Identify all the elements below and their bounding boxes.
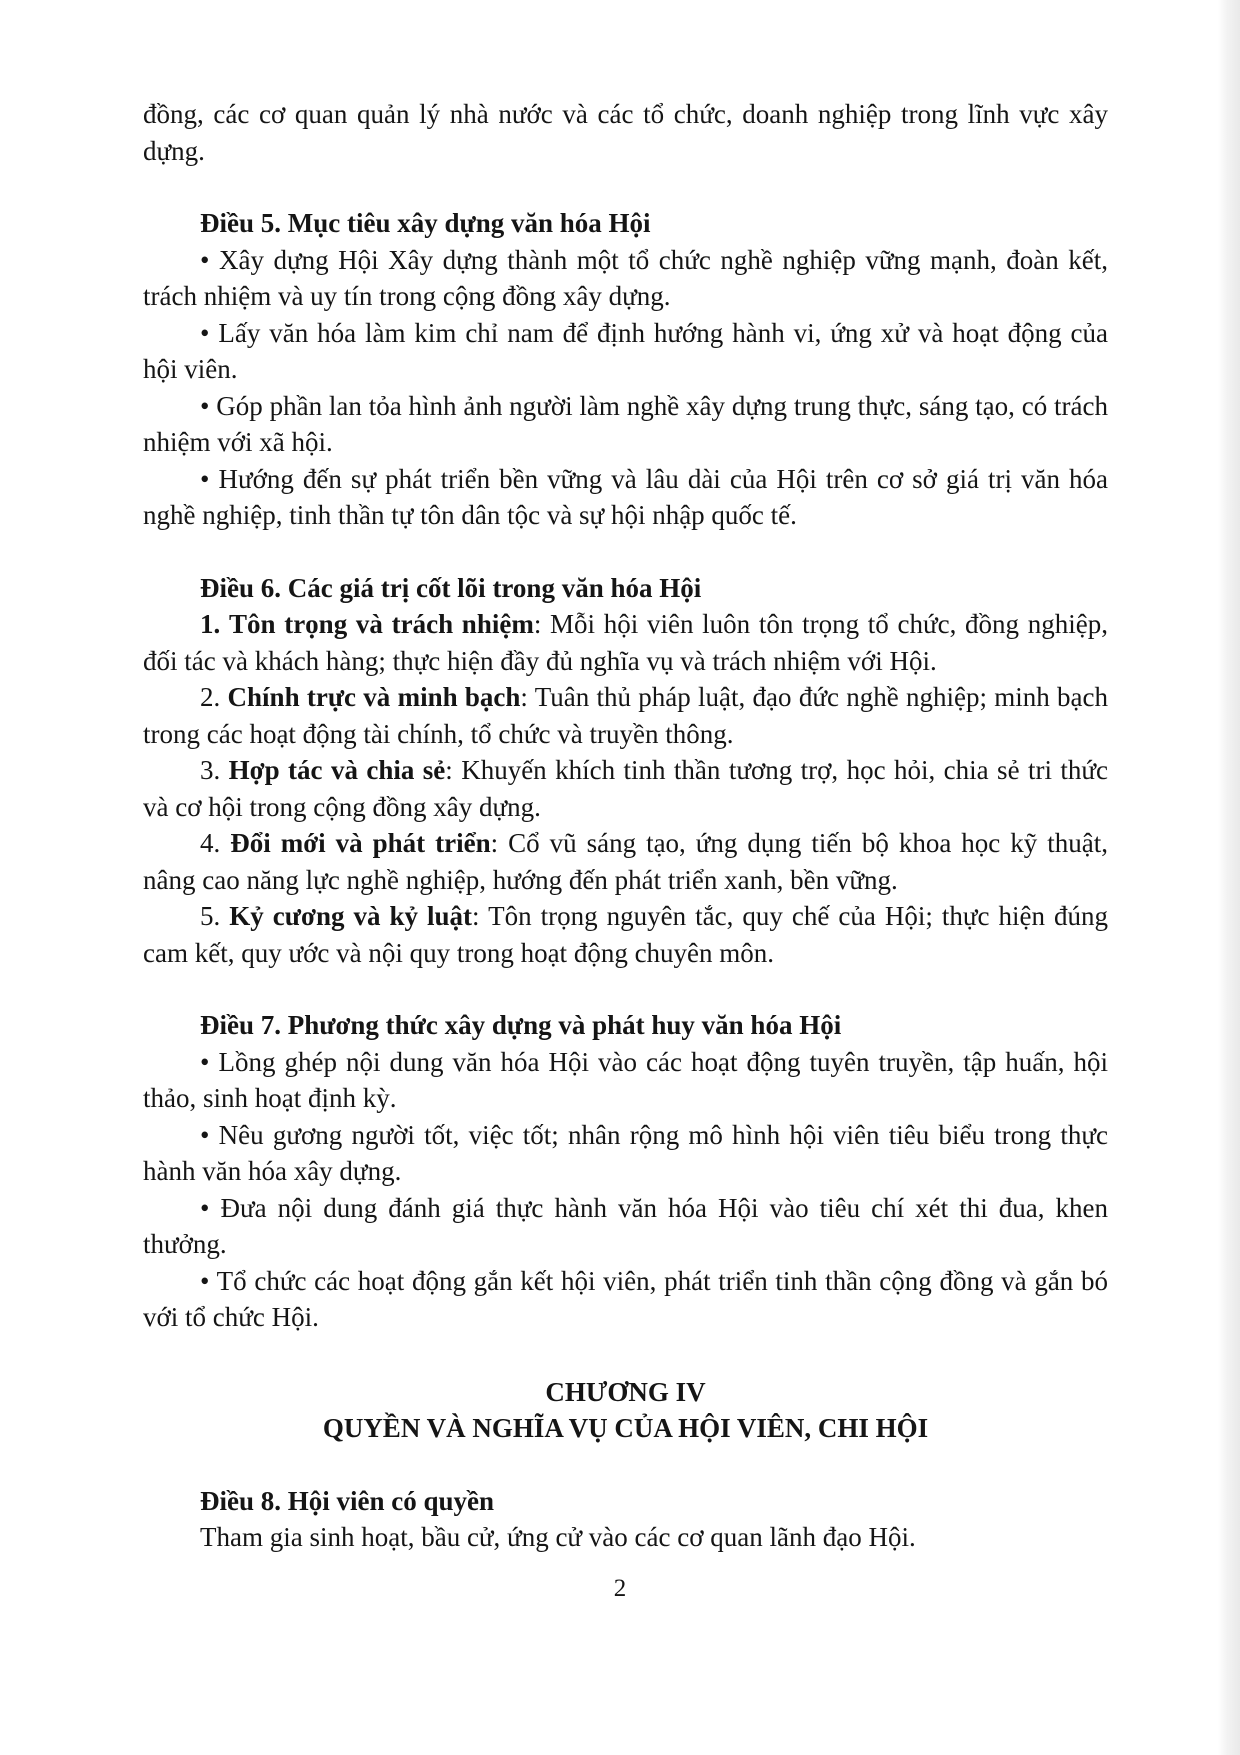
article-5-title: Điều 5. Mục tiêu xây dựng văn hóa Hội bbox=[200, 208, 651, 238]
bullet-glyph: • bbox=[200, 390, 210, 421]
bullet-glyph: • bbox=[200, 463, 210, 494]
article-7-bullet-3: • Đưa nội dung đánh giá thực hành văn hóa Hội vào tiêu chí xét thi đua, khen thưởng. bbox=[143, 1192, 1108, 1259]
article-6-title: Điều 6. Các giá trị cốt lõi trong văn hóa Hội bbox=[200, 572, 702, 603]
core-value-term: Chính trực và minh bạch bbox=[227, 682, 521, 712]
bullet-glyph: • bbox=[200, 1265, 210, 1296]
document-page bbox=[143, 96, 1108, 1556]
chapter-subtitle: QUYỀN VÀ NGHĨA VỤ CỦA HỘI VIÊN, CHI HỘI bbox=[322, 1413, 929, 1443]
bullet-glyph: • bbox=[200, 1046, 210, 1077]
article-7-bullet-2: • Nêu gương người tốt, việc tốt; nhân rộng mô hình hội viên tiêu biểu trong thực hành văn hóa xây dựng. bbox=[143, 1119, 1108, 1186]
article-5-bullet-4: • Hướng đến sự phát triển bền vững và lâu dài của Hội trên cơ sở giá trị văn hóa nghề nghiệp, tinh thần tự tôn dân tộc và sự hội nhập quốc tế. bbox=[143, 463, 1108, 530]
chapter-title: CHƯƠNG IV bbox=[545, 1376, 706, 1407]
article-5-bullet-3: • Góp phần lan tỏa hình ảnh người làm nghề xây dựng trung thực, sáng tạo, có trách nhiệm với xã hội. bbox=[143, 390, 1108, 457]
article-6-item-3: 3. Hợp tác và chia sẻ: Khuyến khích tinh thần tương trợ, học hỏi, chia sẻ tri thức và cơ hội trong cộng đồng xây dựng. bbox=[143, 755, 1108, 822]
article-6-item-2: 2. Chính trực và minh bạch: Tuân thủ pháp luật, đạo đức nghề nghiệp; minh bạch trong các hoạt động tài chính, tổ chức và truyền thông. bbox=[143, 682, 1108, 749]
article-7-title: Điều 7. Phương thức xây dựng và phát huy văn hóa Hội bbox=[200, 1010, 842, 1040]
bullet-glyph: • bbox=[200, 1192, 210, 1223]
article-5-bullet-1: • Xây dựng Hội Xây dựng thành một tổ chức nghề nghiệp vững mạnh, đoàn kết, trách nhiệm và uy tín trong cộng đồng xây dựng. bbox=[143, 244, 1108, 311]
article-6-item-1: 1. Tôn trọng và trách nhiệm: Mỗi hội viên luôn tôn trọng tổ chức, đồng nghiệp, đối tác và khách hàng; thực hiện đầy đủ nghĩa vụ và trách nhiệm với Hội. bbox=[143, 609, 1108, 676]
article-7-bullet-4: • Tổ chức các hoạt động gắn kết hội viên, phát triển tinh thần cộng đồng và gắn bó với tổ chức Hội. bbox=[143, 1265, 1108, 1332]
scan-edge-shadow bbox=[1218, 0, 1240, 1755]
article-8-title: Điều 8. Hội viên có quyền bbox=[200, 1485, 495, 1516]
article-6-item-5: 5. Kỷ cương và kỷ luật: Tôn trọng nguyên tắc, quy chế của Hội; thực hiện đúng cam kết, quy ước và nội quy trong hoạt động chuyên môn. bbox=[143, 901, 1109, 968]
continuation-paragraph: đồng, các cơ quan quản lý nhà nước và các tổ chức, doanh nghiệp trong lĩnh vực xây dựng. bbox=[143, 99, 1108, 166]
article-6-item-4: 4. Đổi mới và phát triển: Cổ vũ sáng tạo, ứng dụng tiến bộ khoa học kỹ thuật, nâng cao năng lực nghề nghiệp, hướng đến phát triển xanh, bền vững. bbox=[143, 828, 1108, 895]
core-value-term: Hợp tác và chia sẻ bbox=[228, 755, 446, 785]
page-number: 2 bbox=[613, 1575, 627, 1602]
article-7-bullet-1: • Lồng ghép nội dung văn hóa Hội vào các hoạt động tuyên truyền, tập huấn, hội thảo, sinh hoạt định kỳ. bbox=[143, 1046, 1108, 1113]
core-value-term: Kỷ cương và kỷ luật bbox=[229, 901, 473, 931]
core-value-term: Đổi mới và phát triển bbox=[230, 828, 491, 858]
bullet-glyph: • bbox=[200, 244, 210, 275]
bullet-glyph: • bbox=[200, 1119, 210, 1150]
article-5-bullet-2: • Lấy văn hóa làm kim chỉ nam để định hướng hành vi, ứng xử và hoạt động của hội viên. bbox=[143, 317, 1108, 384]
bullet-glyph: • bbox=[200, 317, 210, 348]
article-8-text: Tham gia sinh hoạt, bầu cử, ứng cử vào các cơ quan lãnh đạo Hội. bbox=[200, 1522, 916, 1552]
core-value-term: Tôn trọng và trách nhiệm bbox=[228, 609, 534, 639]
